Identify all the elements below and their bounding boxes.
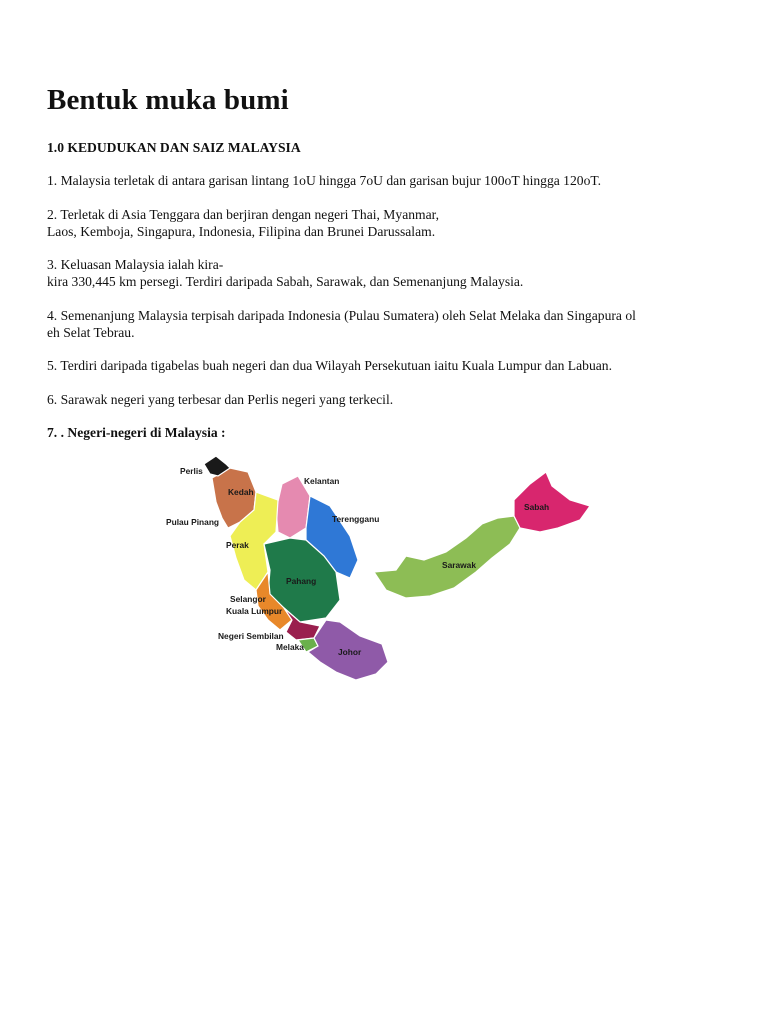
map-label-sabah: Sabah [524, 502, 550, 512]
map-label-kuala-lumpur: Kuala Lumpur [226, 606, 283, 616]
map-label-negeri-sembilan: Negeri Sembilan [218, 631, 284, 641]
map-label-johor: Johor [338, 647, 362, 657]
map-label-perak: Perak [226, 540, 249, 550]
malaysia-states-map [160, 440, 610, 690]
section-heading: 1.0 KEDUDUKAN DAN SAIZ MALAYSIA [47, 140, 301, 155]
point-2-line-1: 2. Terletak di Asia Tenggara dan berjiran dengan negeri Thai, Myanmar, [47, 207, 440, 222]
map-label-perlis: Perlis [180, 466, 203, 476]
point-1: 1. Malaysia terletak di antara garisan lintang 1oU hingga 7oU dan garisan bujur 100oT hingga 120oT. [47, 173, 602, 188]
map-label-kedah: Kedah [228, 487, 254, 497]
map-label-kelantan: Kelantan [304, 476, 340, 486]
point-2-line-2: Laos, Kemboja, Singapura, Indonesia, Filipina dan Brunei Darussalam. [47, 224, 436, 239]
map-label-sarawak: Sarawak [442, 560, 476, 570]
map-label-pulau-pinang: Pulau Pinang [166, 517, 220, 527]
map-label-melaka: Melaka [276, 642, 304, 652]
point-4-line-2: eh Selat Tebrau. [47, 325, 135, 340]
page-title: Bentuk muka bumi [47, 84, 289, 116]
point-4-line-1: 4. Semenanjung Malaysia terpisah daripada Indonesia (Pulau Sumatera) oleh Selat Melaka dan Singapura ol [47, 308, 636, 323]
point-7: 7. . Negeri-negeri di Malaysia : [47, 425, 226, 440]
state-sarawak [374, 516, 520, 598]
map-label-selangor: Selangor [230, 594, 266, 604]
map-label-pahang: Pahang [286, 576, 317, 586]
map-label-terengganu: Terengganu [332, 514, 380, 524]
point-3-line-2: kira 330,445 km persegi. Terdiri daripada Sabah, Sarawak, dan Semenanjung Malaysia. [47, 274, 524, 289]
point-5: 5. Terdiri daripada tigabelas buah negeri dan dua Wilayah Persekutuan iaitu Kuala Lumpur dan Labuan. [47, 358, 612, 373]
point-6: 6. Sarawak negeri yang terbesar dan Perlis negeri yang terkecil. [47, 392, 394, 407]
point-3-line-1: 3. Keluasan Malaysia ialah kira- [47, 257, 224, 272]
map-svg [160, 440, 610, 690]
